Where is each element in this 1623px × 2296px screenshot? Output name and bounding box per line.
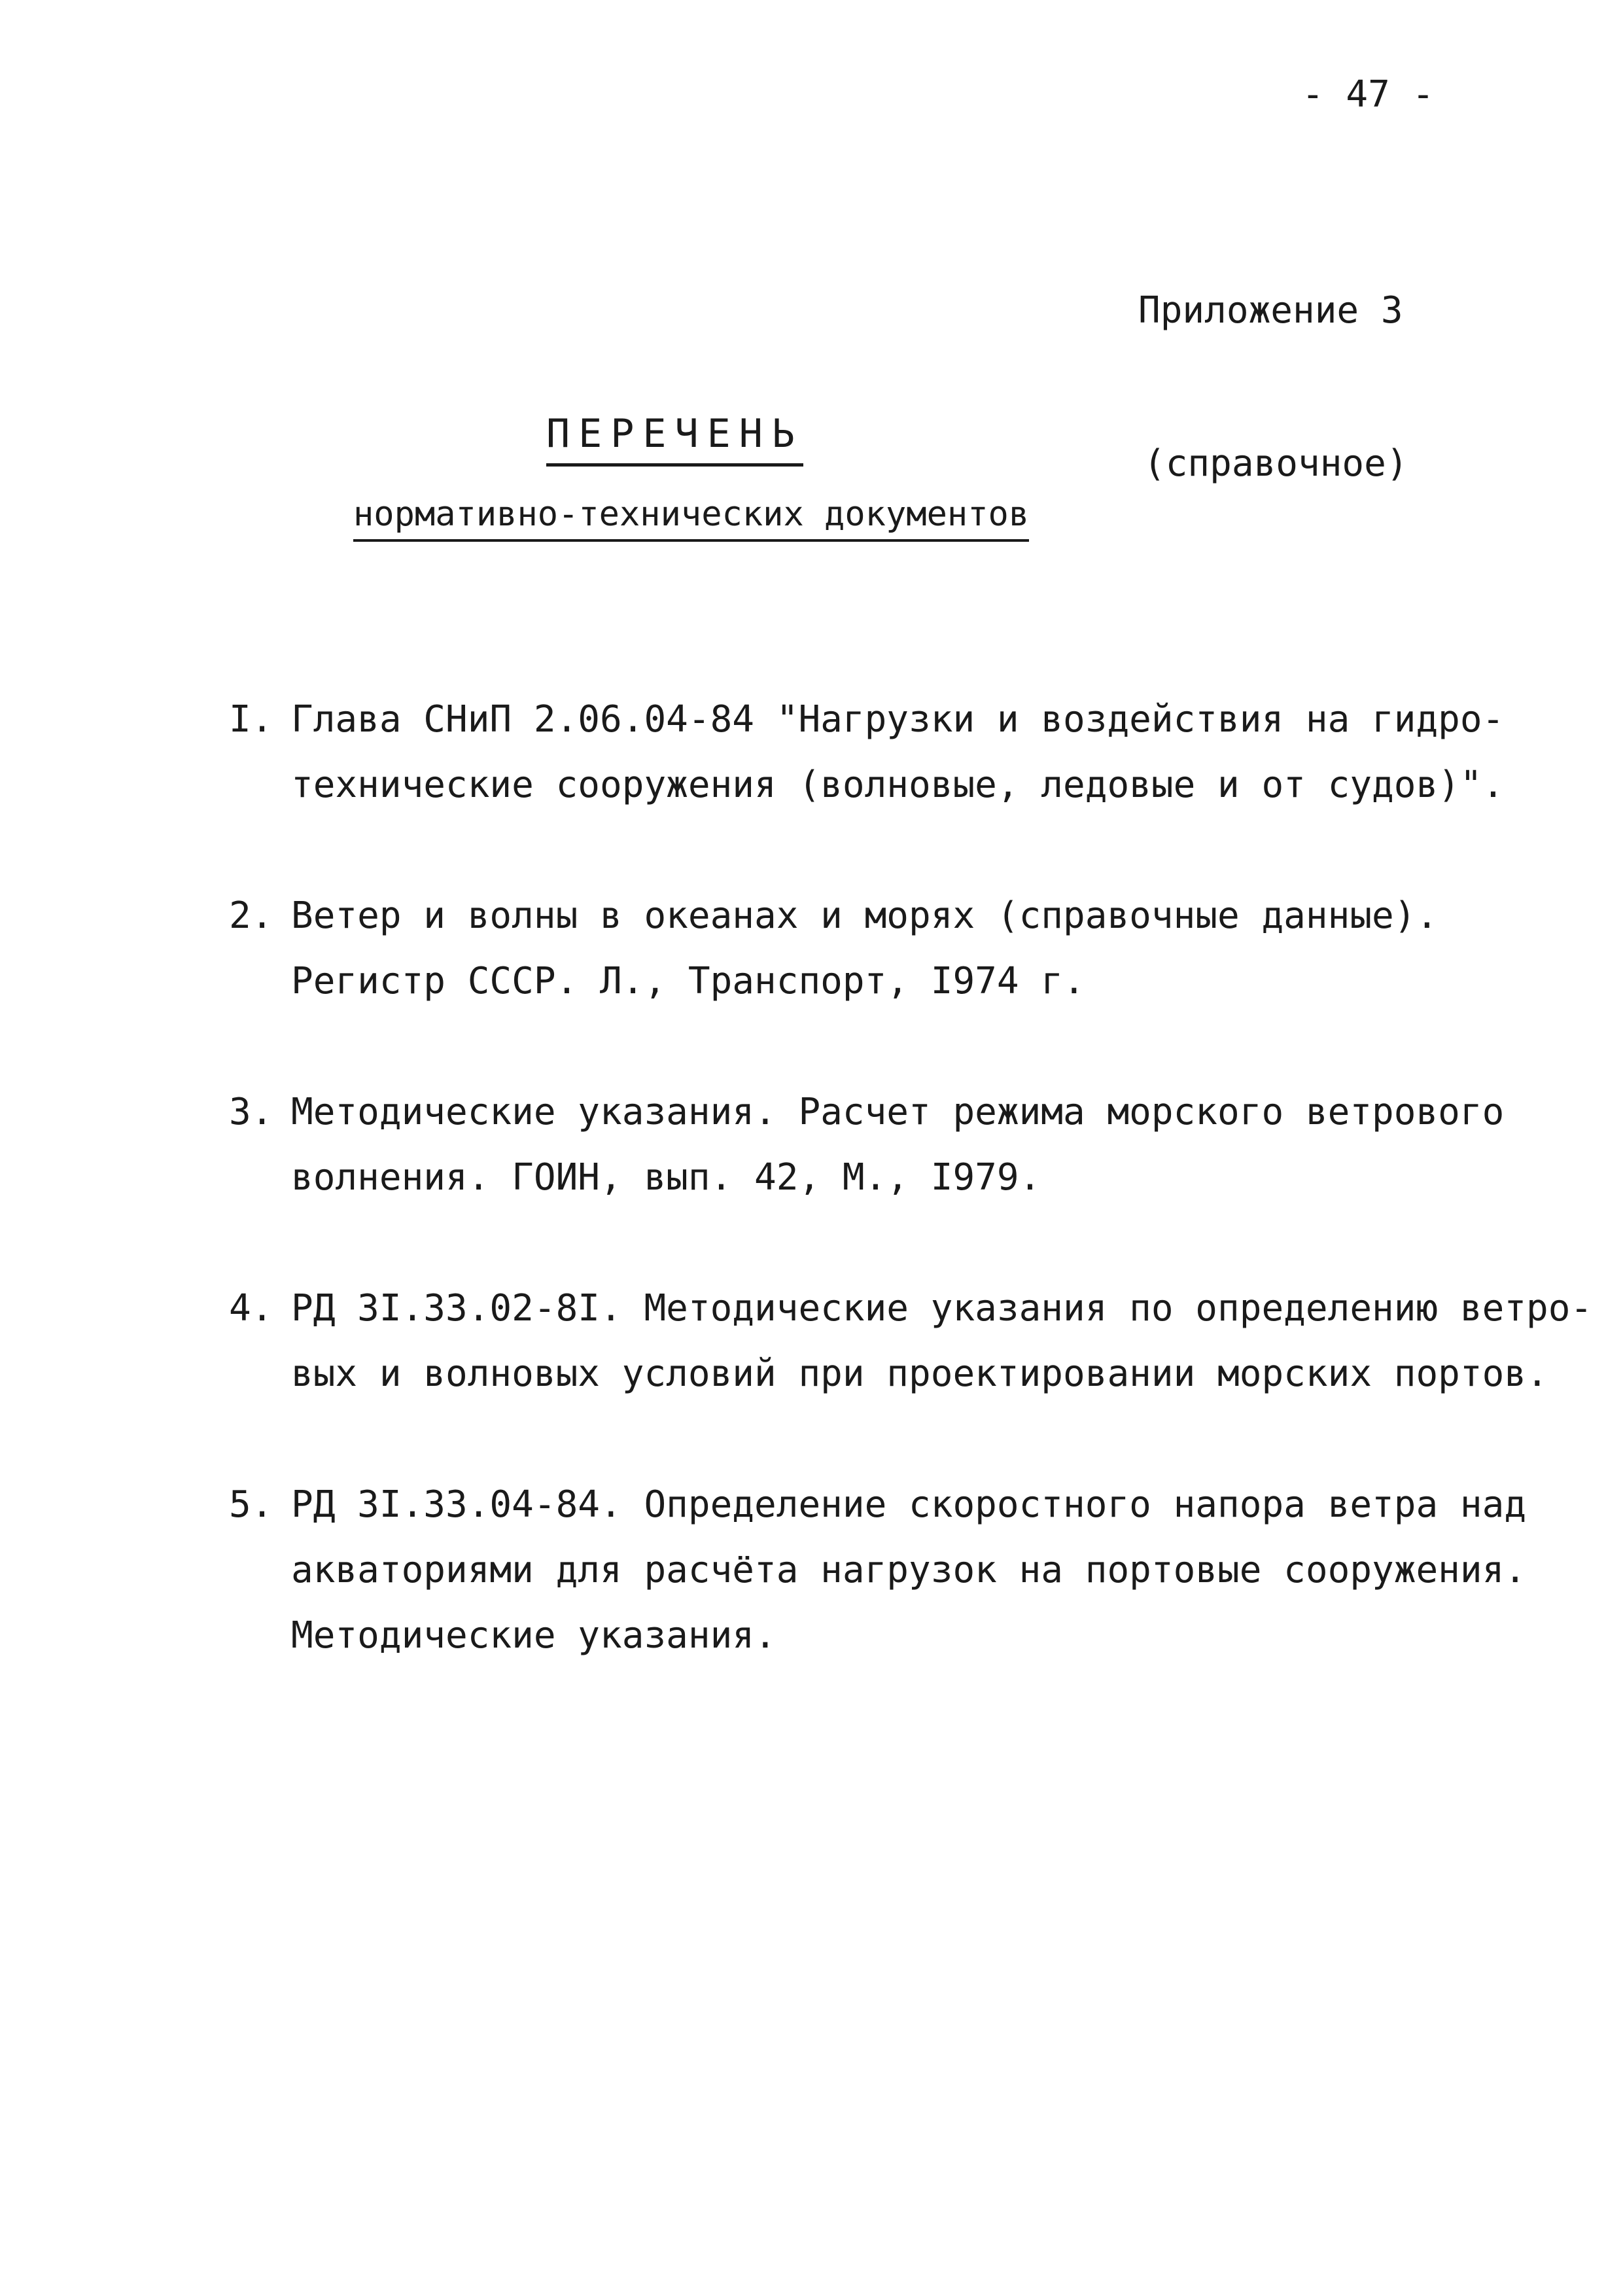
appendix-title: Приложение 3 — [1138, 289, 1403, 332]
document-item-5 — [229, 1472, 1527, 1669]
document-item-4 — [229, 1276, 1593, 1407]
document-item-2 — [229, 883, 1485, 1014]
document-text — [291, 1080, 1504, 1210]
appendix-note: (справочное) — [1143, 442, 1408, 485]
document-text — [291, 687, 1504, 818]
document-number: I. — [229, 698, 273, 741]
document-heading: ПЕРЕЧЕНЬ — [546, 411, 803, 467]
document-line: Глава СНиП 2.06.04-84 "Нагрузки и воздействия на гидро- — [291, 698, 1505, 741]
document-text — [291, 1276, 1592, 1407]
document-line: РД 3I.33.04-84. Определение скоростного напора ветра над — [291, 1483, 1527, 1526]
documents-list — [229, 687, 1593, 1734]
page-number: - 47 - — [1302, 73, 1435, 116]
document-line: Методические указания. Расчет режима морского ветрового — [291, 1091, 1505, 1133]
document-line: волнения. ГОИН, вып. 42, М., I979. — [291, 1156, 1041, 1199]
document-number: 3. — [229, 1091, 273, 1133]
document-line: РД 3I.33.02-8I. Методические указания по определению ветро- — [291, 1287, 1593, 1330]
document-item-1 — [229, 687, 1505, 818]
document-text — [291, 1472, 1526, 1669]
document-number: 4. — [229, 1287, 273, 1330]
document-number: 2. — [229, 894, 273, 937]
document-line: Регистр СССР. Л., Транспорт, I974 г. — [291, 960, 1085, 1002]
document-item-3 — [229, 1080, 1505, 1210]
document-text — [291, 883, 1485, 1014]
document-subheading: нормативно-технических документов — [353, 495, 1029, 542]
document-line: Методические указания. — [291, 1614, 777, 1657]
document-line: технические сооружения (волновые, ледовые и от судов)". — [291, 764, 1505, 806]
appendix-label — [1138, 183, 1408, 540]
document-line: Ветер и волны в океанах и морях (справочные данные). — [291, 894, 1439, 937]
document-line: вых и волновых условий при проектировании морских портов. — [291, 1352, 1548, 1395]
document-number: 5. — [229, 1483, 273, 1526]
document-line: акваториями для расчёта нагрузок на портовые сооружения. — [291, 1549, 1527, 1591]
